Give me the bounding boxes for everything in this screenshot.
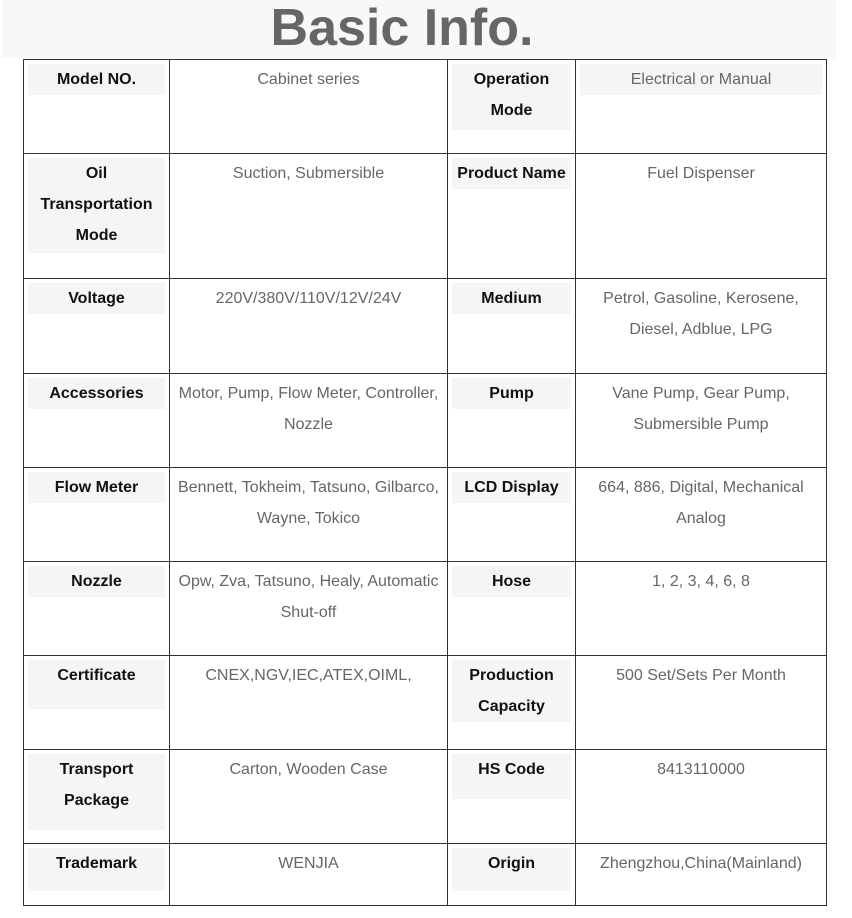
value-cell: [170, 374, 448, 468]
basic-info-table: [23, 59, 827, 906]
field-value: Opw, Zva, Tatsuno, Healy, Automatic Shut-off: [178, 573, 439, 621]
label-cell: [24, 468, 170, 562]
label-cell: [24, 279, 170, 374]
field-label: Transport Package: [28, 754, 165, 830]
title-band: [2, 0, 836, 58]
label-cell: [448, 562, 576, 656]
table-row: [24, 844, 827, 906]
field-label: Production Capacity: [452, 660, 571, 722]
field-value: Vane Pump, Gear Pump, Submersible Pump: [612, 385, 790, 433]
label-cell: [448, 844, 576, 906]
field-label: Accessories: [28, 378, 165, 409]
field-label: Certificate: [28, 660, 165, 709]
field-value: Petrol, Gasoline, Kerosene, Diesel, Adblue, LPG: [603, 290, 799, 338]
table-row: [24, 468, 827, 562]
field-label: Trademark: [28, 848, 165, 891]
label-cell: [24, 374, 170, 468]
table-row: [24, 750, 827, 844]
field-value: CNEX,NGV,IEC,ATEX,OIML,: [205, 667, 412, 684]
table-row: [24, 60, 827, 154]
field-value: 500 Set/Sets Per Month: [616, 667, 786, 684]
field-value: 664, 886, Digital, Mechanical Analog: [598, 479, 804, 527]
field-value: Motor, Pump, Flow Meter, Controller, Nozzle: [178, 385, 439, 433]
field-label: Medium: [452, 283, 571, 314]
value-cell: [576, 562, 827, 656]
label-cell: [448, 279, 576, 374]
field-value: 220V/380V/110V/12V/24V: [215, 290, 402, 307]
field-label: Product Name: [452, 158, 571, 189]
field-value: Zhengzhou,China(Mainland): [600, 855, 802, 872]
label-cell: [24, 844, 170, 906]
field-label: Voltage: [28, 283, 165, 314]
label-cell: [24, 60, 170, 154]
table-row: [24, 562, 827, 656]
value-cell: [576, 468, 827, 562]
value-cell: [170, 154, 448, 279]
table-row: [24, 279, 827, 374]
value-cell: [170, 844, 448, 906]
label-cell: [448, 750, 576, 844]
value-cell: [576, 844, 827, 906]
field-label: Nozzle: [28, 566, 165, 597]
field-value: 1, 2, 3, 4, 6, 8: [652, 573, 750, 590]
field-label: Model NO.: [28, 64, 165, 95]
table-row: [24, 374, 827, 468]
value-cell: [576, 656, 827, 750]
label-cell: [448, 374, 576, 468]
label-cell: [448, 60, 576, 154]
field-value: 8413110000: [657, 761, 745, 778]
value-cell: [170, 279, 448, 374]
field-label: Oil Transportation Mode: [28, 158, 165, 253]
field-label: Operation Mode: [452, 64, 571, 130]
field-value: Electrical or Manual: [580, 64, 822, 95]
field-value: Carton, Wooden Case: [229, 761, 388, 778]
field-label: Hose: [452, 566, 571, 597]
value-cell: [170, 60, 448, 154]
value-cell: [576, 374, 827, 468]
value-cell: [170, 468, 448, 562]
table-row: [24, 656, 827, 750]
label-cell: [24, 656, 170, 750]
value-cell: [170, 750, 448, 844]
label-cell: [448, 468, 576, 562]
value-cell: [576, 279, 827, 374]
field-label: Pump: [452, 378, 571, 409]
field-value: Cabinet series: [257, 71, 360, 88]
field-value: Bennett, Tokheim, Tatsuno, Gilbarco, Wayne, Tokico: [178, 479, 439, 527]
field-value: Fuel Dispenser: [647, 165, 755, 182]
field-label: Flow Meter: [28, 472, 165, 503]
value-cell: [576, 154, 827, 279]
label-cell: [24, 750, 170, 844]
table-row: [24, 154, 827, 279]
value-cell: [170, 562, 448, 656]
label-cell: [448, 154, 576, 279]
value-cell: [170, 656, 448, 750]
label-cell: [448, 656, 576, 750]
field-label: Origin: [452, 848, 571, 891]
field-label: LCD Display: [452, 472, 571, 503]
field-value: Suction, Submersible: [232, 165, 385, 182]
field-value: WENJIA: [278, 855, 339, 872]
field-label: HS Code: [452, 754, 571, 799]
label-cell: [24, 154, 170, 279]
value-cell: [576, 60, 827, 154]
value-cell: [576, 750, 827, 844]
label-cell: [24, 562, 170, 656]
page-title: Basic Info.: [270, 0, 534, 57]
